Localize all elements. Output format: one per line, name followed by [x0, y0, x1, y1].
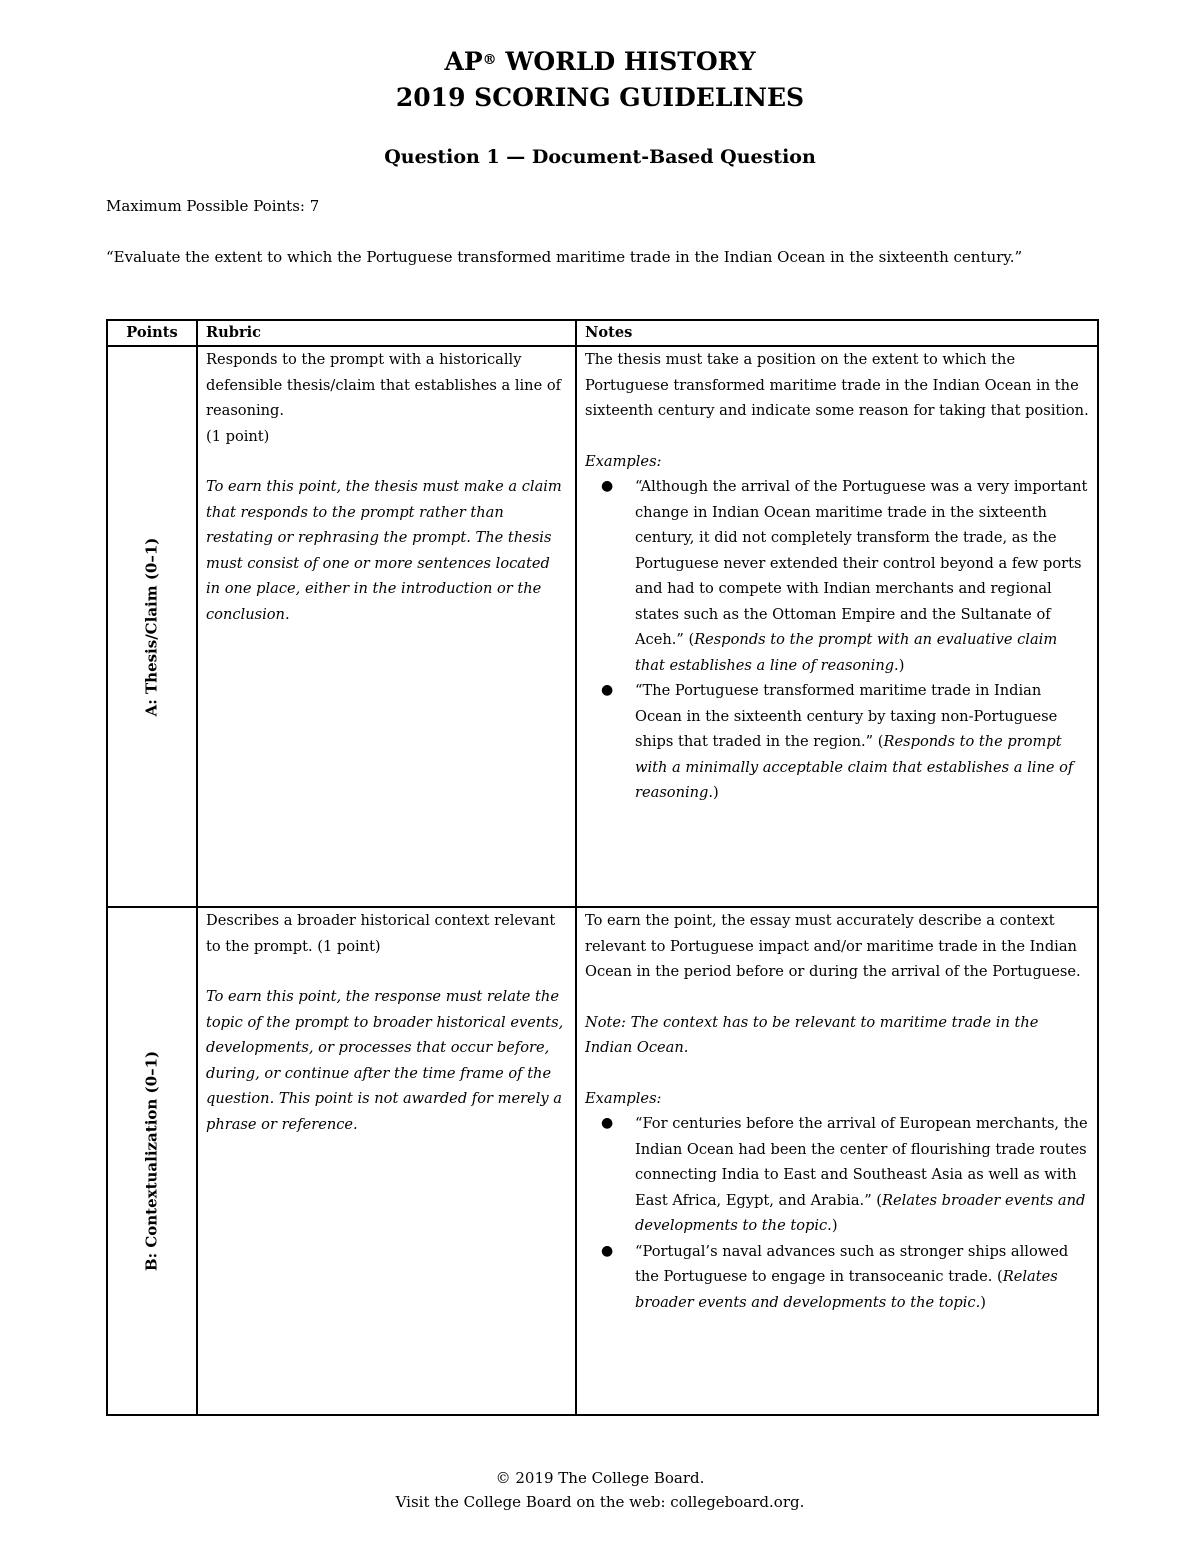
list-item: ● “For centuries before the arrival of European merchants, the Indian Ocean had been the center of flourishing trade routes connecting India to East and Southeast Asia as well as with East Africa, Egypt, and Arabia.” (Relates broader events and developments to the topic.): [601, 1115, 1088, 1234]
notes-note: Note: The context has to be relevant to maritime trade in the Indian Ocean.: [585, 1013, 1039, 1056]
row-label-thesis: A: Thesis/Claim (0–1): [142, 537, 161, 716]
list-item: ● “Portugal’s naval advances such as stronger ships allowed the Portuguese to engage in transoceanic trade. (Relates broader events and developments to the topic.): [601, 1242, 1069, 1311]
header-notes: Notes: [576, 320, 1098, 346]
examples-label: Examples:: [585, 452, 662, 470]
rubric-cell: [197, 346, 576, 907]
list-item: ● “The Portuguese transformed maritime trade in Indian Ocean in the sixteenth century by taxing non-Portuguese ships that traded in the region.” (Responds to the prompt with a minimally acceptable claim that establishes a line of reasoning.): [601, 682, 1074, 801]
notes-text: The thesis must take a position on the extent to which the Portuguese transformed maritime trade in the Indian Ocean in the sixteenth century and indicate some reason for taking that position.: [585, 351, 1089, 419]
registered-mark: ®: [482, 52, 497, 68]
page-subtitle: 2019 SCORING GUIDELINES: [395, 83, 805, 112]
rubric-italic-note: To earn this point, the thesis must make a claim that responds to the prompt rather than restating or rephrasing the prompt. The thesis must consist of one or more sentences located in one place, either in the introduction or the conclusion.: [206, 478, 562, 623]
rubric-text: Responds to the prompt with a historically defensible thesis/claim that establishes a line of reasoning.: [206, 351, 562, 419]
list-item: ● “Although the arrival of the Portuguese was a very important change in Indian Ocean maritime trade in the sixteenth century, it did not completely transform the trade, as the Portuguese never extended their control beyond a few ports and had to compete with Indian merchants and regional states such as the Ottoman Empire and the Sultanate of Aceh.” (Responds to the prompt with an evaluative claim that establishes a line of reasoning.): [601, 478, 1088, 674]
row-label-cell: [107, 907, 197, 1415]
row-label-cell: [107, 346, 197, 907]
page-title: AP® WORLD HISTORY: [444, 47, 756, 76]
examples-label: Examples:: [585, 1089, 662, 1107]
question-prompt: “Evaluate the extent to which the Portuguese transformed maritime trade in the Indian Ocean in the sixteenth century.”: [106, 248, 1023, 266]
examples-list: [585, 1111, 1089, 1315]
header-points: Points: [107, 320, 197, 346]
rubric-text: Describes a broader historical context relevant to the prompt. (1 point): [206, 912, 556, 955]
scoring-table: [106, 319, 1099, 1416]
max-points: Maximum Possible Points: 7: [106, 197, 320, 215]
footer-visit: Visit the College Board on the web: collegeboard.org.: [395, 1493, 805, 1511]
footer-copyright: © 2019 The College Board.: [495, 1469, 705, 1487]
table-header-row: [107, 320, 1098, 346]
table-row: [107, 907, 1098, 1415]
header-rubric: Rubric: [197, 320, 576, 346]
question-title: Question 1 — Document-Based Question: [384, 146, 816, 168]
row-label-contextualization: B: Contextualization (0–1): [142, 1050, 161, 1272]
examples-list: [585, 474, 1089, 806]
notes-text: To earn the point, the essay must accurately describe a context relevant to Portuguese impact and/or maritime trade in the Indian Ocean in the period before or during the arrival of the Portuguese.: [585, 912, 1081, 980]
notes-cell: [576, 907, 1098, 1415]
rubric-italic-note: To earn this point, the response must relate the topic of the prompt to broader historical events, developments, or processes that occur before, during, or continue after the time frame of the question. This point is not awarded for merely a phrase or reference.: [206, 988, 564, 1133]
table-row: [107, 346, 1098, 907]
rubric-points: (1 point): [206, 427, 270, 445]
rubric-cell: [197, 907, 576, 1415]
notes-cell: [576, 346, 1098, 907]
